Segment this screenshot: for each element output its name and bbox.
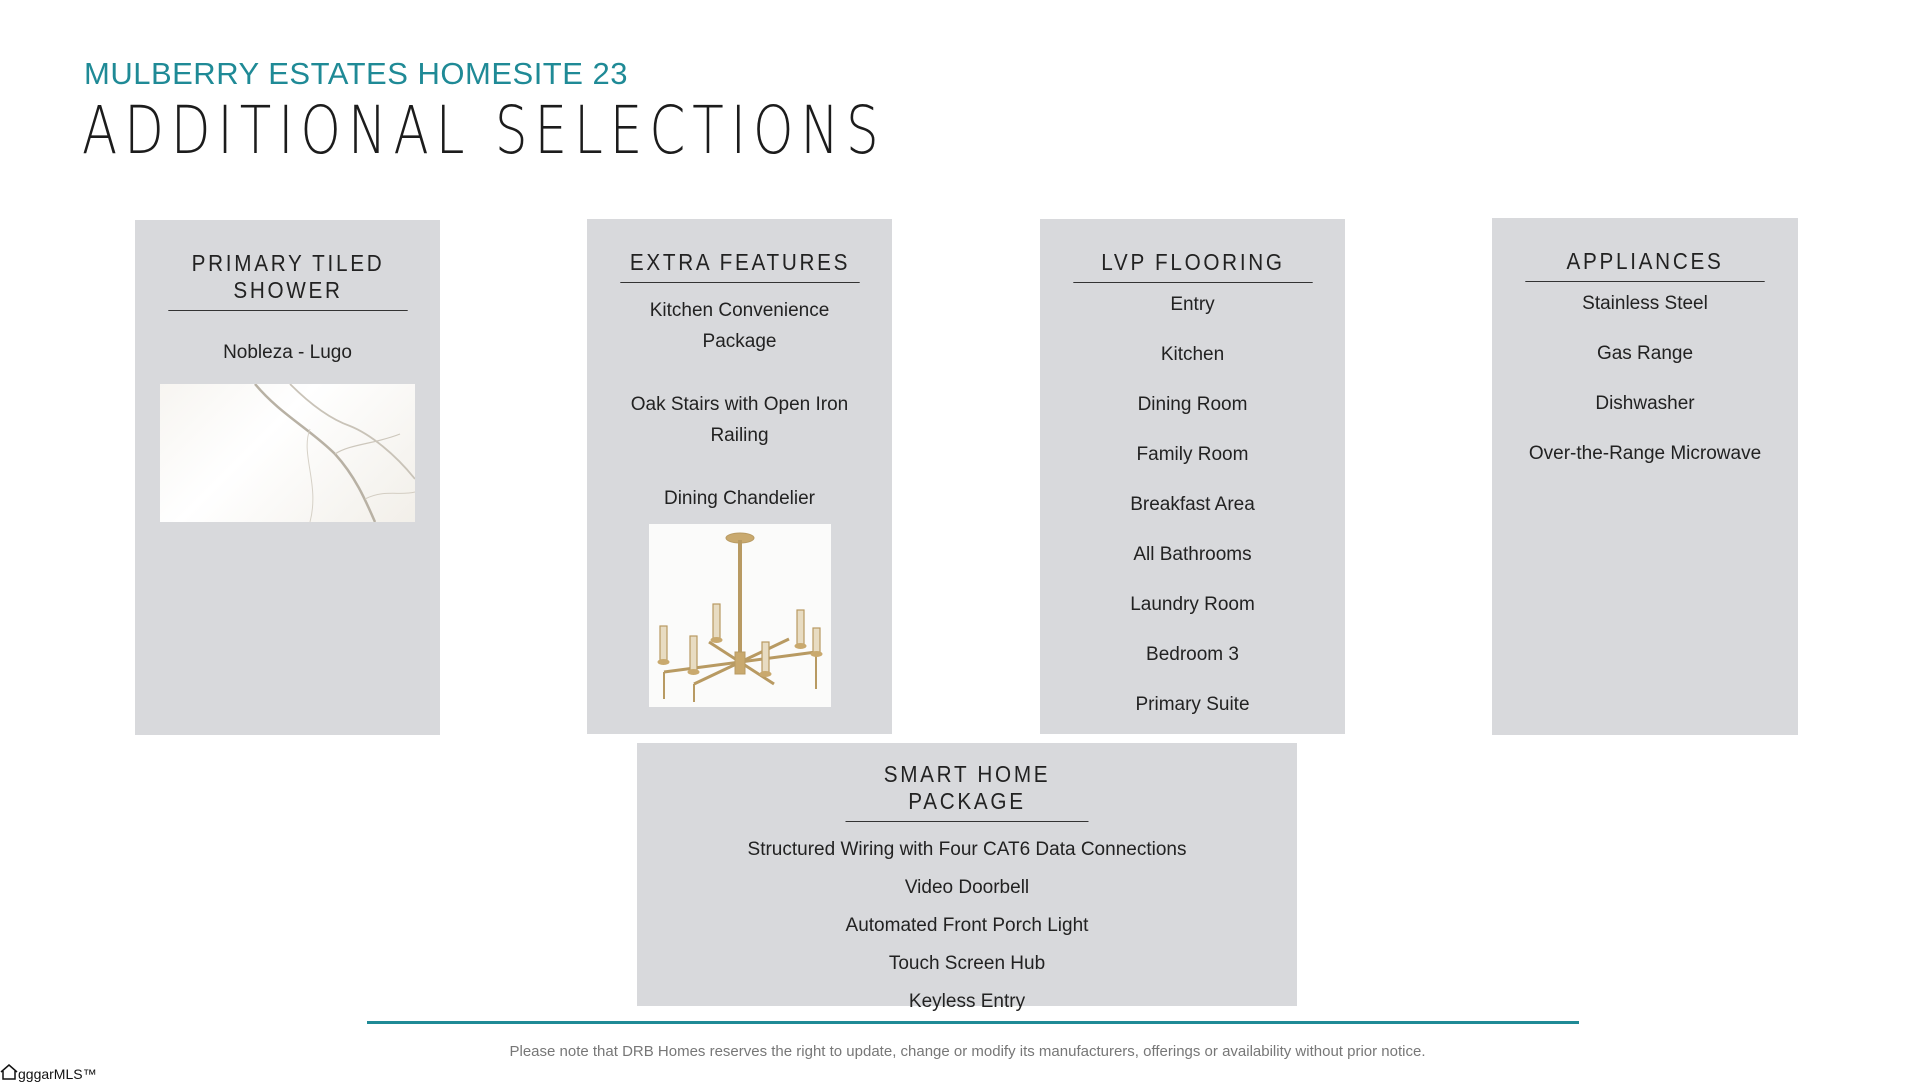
page-title: ADDITIONAL SELECTIONS <box>82 92 886 169</box>
list-item: Breakfast Area <box>1130 494 1255 515</box>
list-item: Touch Screen Hub <box>888 953 1046 974</box>
list-item: All Bathrooms <box>1133 544 1252 565</box>
mls-logo-text: gggarMLS™ <box>18 1065 97 1082</box>
list-item: Dining Chandelier <box>663 488 816 509</box>
list-item: Kitchen <box>1160 344 1225 365</box>
marble-tile-image <box>160 384 415 522</box>
list-item: Entry <box>1170 294 1215 315</box>
card-heading: EXTRA FEATURES <box>620 249 859 283</box>
lvp-flooring-card <box>1040 219 1345 734</box>
chandelier-image <box>649 524 831 707</box>
list-item: Primary Suite <box>1135 694 1250 715</box>
homesite-subtitle: MULBERRY ESTATES HOMESITE 23 <box>84 56 629 91</box>
disclaimer-note: Please note that DRB Homes reserves the right to update, change or modify its manufacturers, offerings or availability without prior notice. <box>509 1043 1426 1060</box>
list-item: Keyless Entry <box>908 991 1026 1012</box>
list-item: Dishwasher <box>1595 393 1695 414</box>
list-item: Family Room <box>1136 444 1249 465</box>
list-item: Gas Range <box>1596 343 1694 364</box>
list-item: Over-the-Range Microwave <box>1528 443 1762 464</box>
primary-shower-card <box>135 220 440 735</box>
house-icon <box>0 1064 18 1083</box>
footer-divider <box>367 1021 1579 1024</box>
list-item: Bedroom 3 <box>1146 644 1239 665</box>
card-heading: PRIMARY TILED SHOWER <box>168 250 407 311</box>
card-heading: SMART HOME PACKAGE <box>846 761 1089 822</box>
card-heading: APPLIANCES <box>1525 248 1764 282</box>
card-heading: LVP FLOORING <box>1073 249 1312 283</box>
smart-home-card <box>637 743 1297 1012</box>
list-item: Video Doorbell <box>904 877 1030 898</box>
list-item: Laundry Room <box>1130 594 1255 615</box>
list-item: Structured Wiring with Four CAT6 Data Connections <box>747 839 1187 860</box>
list-item: Kitchen Convenience Package <box>649 300 830 352</box>
mls-logo <box>0 1064 97 1083</box>
list-item: Automated Front Porch Light <box>845 915 1089 936</box>
list-item: Dining Room <box>1137 394 1248 415</box>
list-item: Nobleza - Lugo <box>223 342 352 363</box>
list-item: Oak Stairs with Open Iron Railing <box>630 394 849 446</box>
appliances-card <box>1492 218 1798 735</box>
extra-features-card <box>587 219 892 734</box>
list-item: Stainless Steel <box>1582 293 1708 314</box>
